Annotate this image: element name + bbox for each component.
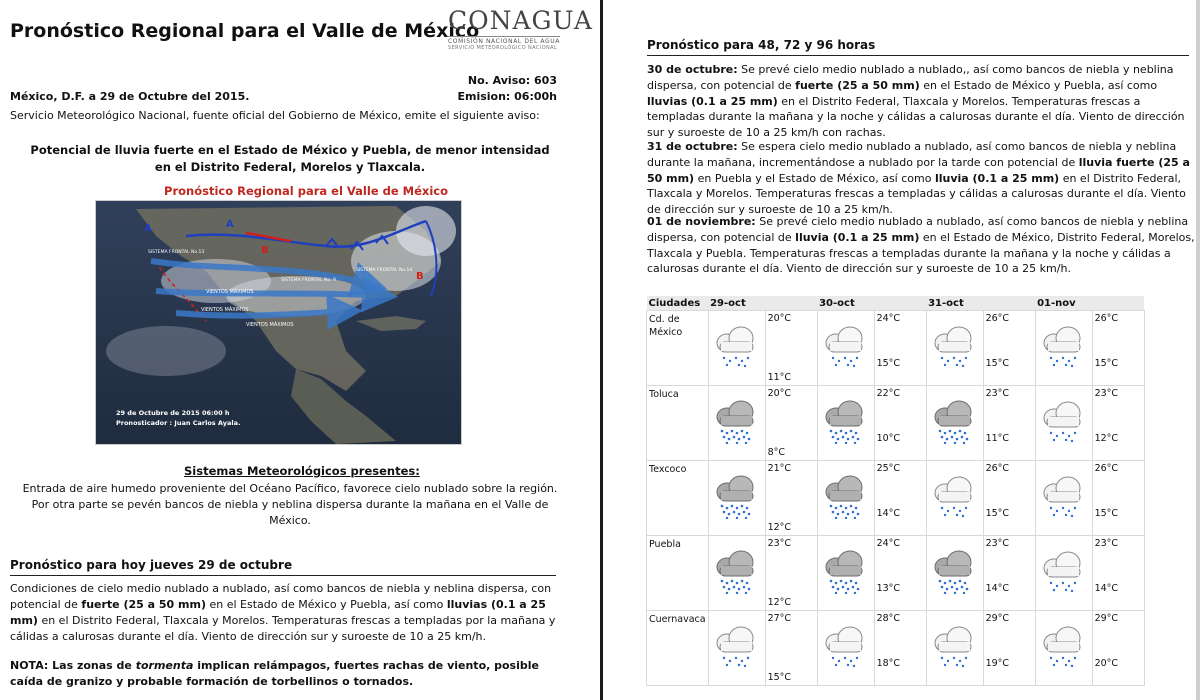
light-rain-cloud-icon <box>817 311 874 386</box>
day-forecast-31: 31 de octubre: Se espera cielo medio nublado a nublado, así como bancos de niebla y neblina durante la mañana, incrementándose a nublado por la tarde con potencial de lluvia fuerte (25 a 50 mm) en Puebla y el Estado de México, así como lluvia (0.1 a 25 mm) en el Distrito Federal, Tlaxcala y Morelos. Temperaturas frescas a templadas y cálidas a calurosas durante el día. Viento de dirección sur y suroeste de 10 a 25 km/h. <box>647 140 1190 217</box>
logo-subtitle-2: SERVICIO METEOROLÓGICO NACIONAL <box>448 45 558 51</box>
date-header: 01-nov <box>1035 296 1144 311</box>
max-temperature: 26°C <box>985 463 1010 474</box>
temperature-cell <box>874 311 926 386</box>
max-temperature: 29°C <box>1094 613 1119 624</box>
logo-divider <box>448 36 560 37</box>
light-rain-cloud-icon <box>817 611 874 686</box>
max-temperature: 29°C <box>985 613 1010 624</box>
min-temperature: 15°C <box>985 508 1010 519</box>
max-temperature: 27°C <box>767 613 792 624</box>
day-forecast-30: 30 de octubre: Se prevé cielo medio nublado a nublado,, así como bancos de niebla y neblina dispersa, con potencial de fuerte (25 a 50 mm) en el Estado de México y Puebla, así como lluvias (0.1 a 25 mm) en el Distrito Federal, Tlaxcala y Morelos. Temperaturas frescas a templadas durante la mañana y la noche y cálidas a calurosas durante el día. Viento de dirección sur y suroeste de 10 a 25 km/h con rachas. <box>647 63 1185 140</box>
heavy-rain-cloud-icon <box>708 461 765 536</box>
satellite-map-image <box>96 201 461 444</box>
temperature-cell <box>765 536 817 611</box>
logo-subtitle: COMISIÓN NACIONAL DEL AGUA <box>448 38 560 45</box>
table-row <box>647 536 1145 611</box>
issue-date: México, D.F. a 29 de Octubre del 2015. <box>10 90 250 103</box>
min-temperature: 14°C <box>1094 583 1119 594</box>
min-temperature: 15°C <box>876 358 901 369</box>
aviso-number: No. Aviso: 603 <box>467 74 557 87</box>
light-rain-cloud-icon <box>708 311 765 386</box>
light-rain-cloud-icon <box>1035 611 1092 686</box>
heavy-rain-cloud-icon <box>817 461 874 536</box>
wind-label: VIENTOS MÁXIMOS <box>201 307 249 313</box>
logo-wordmark: CONAGUA <box>448 6 593 35</box>
table-row <box>647 611 1145 686</box>
light-rain-cloud-icon <box>926 611 983 686</box>
map-caption-author: Pronosticador : Juan Carlos Ayala. <box>116 419 241 427</box>
city-name: Cd. de México <box>647 311 709 386</box>
svg-text:A: A <box>144 223 152 234</box>
svg-text:B: B <box>261 245 269 256</box>
systems-body: Entrada de aire humedo proveniente del Océano Pacífico, favorece cielo nublado sobre la región. Por otra parte se pevén bancos de niebla y neblina dispersa durante la mañana en el Valle de México. <box>22 482 558 527</box>
max-temperature: 28°C <box>876 613 901 624</box>
max-temperature: 21°C <box>767 463 792 474</box>
min-temperature: 15°C <box>767 672 792 683</box>
min-temperature: 10°C <box>876 433 901 444</box>
temperature-cell <box>1092 611 1144 686</box>
max-temperature: 20°C <box>767 388 792 399</box>
min-temperature: 12°C <box>767 597 792 608</box>
alert-headline: Potencial de lluvia fuerte en el Estado de México y Puebla, de menor intensidad en el Distrito Federal, Morelos y Tlaxcala. <box>30 143 550 174</box>
max-temperature: 25°C <box>876 463 901 474</box>
temperature-cell <box>1092 386 1144 461</box>
max-temperature: 23°C <box>985 388 1010 399</box>
min-temperature: 14°C <box>876 508 901 519</box>
temperature-cell <box>765 461 817 536</box>
temperature-cell <box>765 386 817 461</box>
light-rain-cloud-icon <box>926 311 983 386</box>
min-temperature: 15°C <box>1094 358 1119 369</box>
table-header-row <box>647 296 1145 311</box>
svg-text:A: A <box>226 219 234 230</box>
city-name: Texcoco <box>647 461 709 536</box>
max-temperature: 26°C <box>1094 463 1119 474</box>
map-caption-date: 29 de Octubre de 2015 06:00 h <box>116 409 230 417</box>
front-label: SISTEMA FRONTAL No. 9 <box>281 278 336 283</box>
outlook-section-title: Pronóstico para 48, 72 y 96 horas <box>647 38 1189 56</box>
city-name: Toluca <box>647 386 709 461</box>
wind-label: VIENTOS MÁXIMOS <box>246 322 294 328</box>
max-temperature: 24°C <box>876 538 901 549</box>
front-label: SISTEMA FRONTAL No.14 <box>356 268 413 273</box>
min-temperature: 12°C <box>1094 433 1119 444</box>
min-temperature: 19°C <box>985 658 1010 669</box>
min-temperature: 13°C <box>876 583 901 594</box>
right-page <box>603 0 1200 700</box>
wind-label: VIENTOS MÁXIMOS <box>206 289 254 295</box>
light-rain-cloud-icon <box>1035 536 1092 611</box>
heavy-rain-cloud-icon <box>817 386 874 461</box>
min-temperature: 8°C <box>767 447 786 458</box>
max-temperature: 23°C <box>985 538 1010 549</box>
temperature-cell <box>765 311 817 386</box>
max-temperature: 26°C <box>985 313 1010 324</box>
table-row <box>647 386 1145 461</box>
temperature-cell <box>874 536 926 611</box>
temperature-cell <box>983 311 1035 386</box>
max-temperature: 24°C <box>876 313 901 324</box>
temperature-cell <box>983 386 1035 461</box>
temperature-cell <box>765 611 817 686</box>
intro-line: Servicio Meteorológico Nacional, fuente oficial del Gobierno de México, emite el siguiente aviso: <box>10 109 540 122</box>
min-temperature: 11°C <box>767 372 792 383</box>
min-temperature: 12°C <box>767 522 792 533</box>
light-rain-cloud-icon <box>1035 461 1092 536</box>
forecast-map <box>95 200 462 445</box>
emission-time: Emision: 06:00h <box>457 90 557 103</box>
max-temperature: 22°C <box>876 388 901 399</box>
forecast-table <box>646 296 1145 686</box>
temperature-cell <box>1092 311 1144 386</box>
temperature-cell <box>983 536 1035 611</box>
table-row <box>647 461 1145 536</box>
heavy-rain-cloud-icon <box>708 386 765 461</box>
max-temperature: 23°C <box>767 538 792 549</box>
max-temperature: 20°C <box>767 313 792 324</box>
today-section-title: Pronóstico para hoy jueves 29 de octubre <box>10 558 556 576</box>
temperature-cell <box>983 461 1035 536</box>
date-header: 29-oct <box>708 296 817 311</box>
light-rain-cloud-icon <box>1035 311 1092 386</box>
temperature-cell <box>874 461 926 536</box>
temperature-cell <box>874 386 926 461</box>
date-header: 30-oct <box>817 296 926 311</box>
front-label: SISTEMA FRONTAL No.13 <box>148 250 205 255</box>
today-forecast: Condiciones de cielo medio nublado a nublado, así como bancos de niebla y neblina dispersa, con potencial de fuerte (25 a 50 mm) en el Estado de México y Puebla, así como lluvias (0.1 a 25 mm) en el Distrito Federal, Tlaxcala y Morelos. Temperaturas frescas a templadas por la mañana y cálidas a calurosas durante el día. Viento de dirección sur y suroeste de 10 a 25 km/h. <box>10 582 556 643</box>
svg-text:B: B <box>416 271 424 282</box>
heavy-rain-cloud-icon <box>817 536 874 611</box>
city-header: Ciudades <box>647 296 709 311</box>
heavy-rain-cloud-icon <box>926 536 983 611</box>
min-temperature: 11°C <box>985 433 1010 444</box>
light-rain-cloud-icon <box>926 461 983 536</box>
map-title: Pronóstico Regional para el Valle de México <box>164 184 448 198</box>
temperature-cell <box>983 611 1035 686</box>
scrollbar-track[interactable] <box>1196 0 1200 700</box>
light-rain-cloud-icon <box>1035 386 1092 461</box>
table-row <box>647 311 1145 386</box>
max-temperature: 26°C <box>1094 313 1119 324</box>
max-temperature: 23°C <box>1094 538 1119 549</box>
systems-title: Sistemas Meteorológicos presentes: <box>184 464 420 478</box>
city-name: Puebla <box>647 536 709 611</box>
date-header: 31-oct <box>926 296 1035 311</box>
min-temperature: 15°C <box>985 358 1010 369</box>
temperature-cell <box>1092 461 1144 536</box>
min-temperature: 15°C <box>1094 508 1119 519</box>
page-title: Pronóstico Regional para el Valle de México <box>10 20 480 42</box>
storm-note: NOTA: Las zonas de tormenta implican relámpagos, fuertes rachas de viento, posible caída de granizo y probable formación de torbellinos o tornados. <box>10 659 539 688</box>
conagua-logo <box>448 6 593 51</box>
min-temperature: 14°C <box>985 583 1010 594</box>
min-temperature: 20°C <box>1094 658 1119 669</box>
light-rain-cloud-icon <box>708 611 765 686</box>
city-name: Cuernavaca <box>647 611 709 686</box>
temperature-cell <box>1092 536 1144 611</box>
day-forecast-01: 01 de noviembre: Se prevé cielo medio nublado a nublado, así como bancos de niebla y neblina dispersa, con potencial de lluvia (0.1 a 25 mm) en el Estado de México, Distrito Federal, Morelos, Tlaxcala y Puebla. Temperaturas frescas a templadas durante la mañana y la noche y cálidas a calurosas durante el día. Viento de dirección sur y suroeste de 10 a 25 km/h. <box>647 215 1195 276</box>
heavy-rain-cloud-icon <box>926 386 983 461</box>
min-temperature: 18°C <box>876 658 901 669</box>
temperature-cell <box>874 611 926 686</box>
max-temperature: 23°C <box>1094 388 1119 399</box>
heavy-rain-cloud-icon <box>708 536 765 611</box>
